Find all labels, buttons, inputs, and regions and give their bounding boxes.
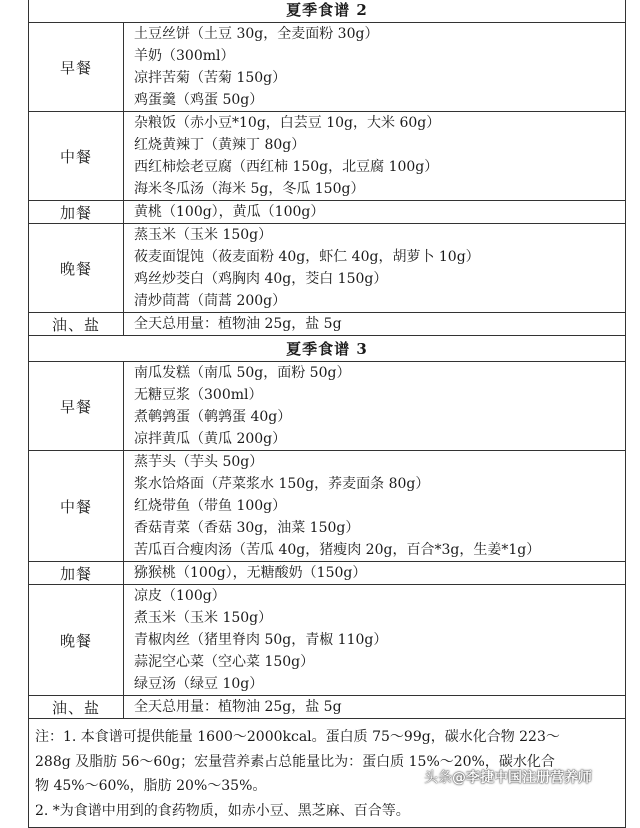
menu-item: 杂粮饭（赤小豆*10g，白芸豆 10g，大米 60g）: [134, 115, 441, 131]
meal-label: 加餐: [29, 201, 124, 224]
note-line: 2. *为食谱中用到的食药物质，如赤小豆、黑芝麻、百合等。: [35, 802, 410, 819]
menu-item: 浆水饸烙面（芹菜浆水 150g，荞麦面条 80g）: [134, 476, 430, 492]
menu-item: 蒸玉米（玉米 150g）: [134, 227, 273, 243]
meal-items: [124, 23, 626, 112]
meal-label: 中餐: [29, 112, 124, 201]
meal-items: [124, 585, 626, 696]
menu2-snack-row: [29, 201, 626, 224]
menu2-title: 夏季食谱 2: [29, 0, 626, 23]
menu-item: 红烧带鱼（带鱼 100g）: [134, 498, 287, 514]
meal-label: 油、盐: [29, 696, 124, 719]
meal-label: 中餐: [29, 451, 124, 562]
menu3-title: 夏季食谱 3: [29, 336, 626, 362]
menu3-breakfast-row: [29, 362, 626, 451]
note-line: 288g 及脂肪 56～60g；宏量营养素占总能量比为：蛋白质 15%～20%，碳水化合: [35, 753, 555, 770]
menu-item: 苦瓜百合瘦肉汤（苦瓜 40g，猪瘦肉 20g，百合*3g，生姜*1g）: [134, 542, 541, 558]
menu-item: 全天总用量：植物油 25g，盐 5g: [134, 316, 342, 332]
menu2-breakfast-row: [29, 23, 626, 112]
meal-label: 早餐: [29, 23, 124, 112]
meal-items: [124, 224, 626, 313]
menu-item: 凉拌黄瓜（黄瓜 200g）: [134, 431, 287, 447]
menu-item: 莜麦面馄饨（莜麦面粉 40g，虾仁 40g，胡萝卜 10g）: [134, 249, 480, 265]
menu-item: 绿豆汤（绿豆 10g）: [134, 676, 264, 692]
meal-label: 晚餐: [29, 224, 124, 313]
menu-item: 凉拌苦菊（苦菊 150g）: [134, 70, 287, 86]
menu2-title-row: [29, 0, 626, 23]
meal-items: [124, 313, 626, 336]
menu-item: 土豆丝饼（土豆 30g，全麦面粉 30g）: [134, 26, 379, 42]
menu3-snack-row: [29, 562, 626, 585]
menu3-oil-salt-row: [29, 696, 626, 719]
menu-item: 蒸芋头（芋头 50g）: [134, 454, 264, 470]
menu-item: 香菇青菜（香菇 30g，油菜 150g）: [134, 520, 360, 536]
menu-item: 煮玉米（玉米 150g）: [134, 610, 273, 626]
meal-items: [124, 362, 626, 451]
menu-item: 黄桃（100g），黄瓜（100g）: [134, 204, 325, 220]
menu-item: 煮鹌鹑蛋（鹌鹑蛋 40g）: [134, 409, 292, 425]
meal-label: 油、盐: [29, 313, 124, 336]
note-line: 注：1. 本食谱可提供能量 1600～2000kcal。蛋白质 75～99g，碳水化合物 223～: [35, 729, 560, 745]
meal-label: 加餐: [29, 562, 124, 585]
watermark-handle: @李捷中国注册营养师: [452, 770, 592, 786]
watermark: [424, 767, 592, 787]
menu-item: 蒜泥空心菜（空心菜 150g）: [134, 654, 315, 670]
menu-item: 鸡蛋羹（鸡蛋 50g）: [134, 92, 264, 108]
note-line: 物 45%～60%，脂肪 20%～35%。: [35, 778, 267, 794]
menu-item: 凉皮（100g）: [134, 588, 226, 604]
menu-item: 猕猴桃（100g），无糖酸奶（150g）: [134, 565, 367, 581]
menu-item: 羊奶（300ml）: [134, 48, 235, 64]
meal-items: [124, 562, 626, 585]
menu3-lunch-row: [29, 451, 626, 562]
menu-item: 海米冬瓜汤（海米 5g，冬瓜 150g）: [134, 181, 365, 197]
menu-item: 西红柿烩老豆腐（西红柿 150g，北豆腐 100g）: [134, 159, 439, 175]
menu-item: 鸡丝炒茭白（鸡胸肉 40g，茭白 150g）: [134, 271, 388, 287]
menu2-lunch-row: [29, 112, 626, 201]
menu-item: 全天总用量：植物油 25g，盐 5g: [134, 699, 342, 715]
meal-items: [124, 696, 626, 719]
watermark-prefix: 头条: [424, 770, 452, 786]
menu-item: 青椒肉丝（猪里脊肉 50g，青椒 110g）: [134, 632, 388, 648]
menu-item: 红烧黄辣丁（黄辣丁 80g）: [134, 137, 306, 153]
menu3-dinner-row: [29, 585, 626, 696]
menu-item: 南瓜发糕（南瓜 50g，面粉 50g）: [134, 365, 351, 381]
menu2-oil-salt-row: [29, 313, 626, 336]
meal-label: 早餐: [29, 362, 124, 451]
menu-item: 清炒茼蒿（茼蒿 200g）: [134, 293, 287, 309]
menu3-title-row: [29, 336, 626, 362]
menu-item: 无糖豆浆（300ml）: [134, 387, 263, 403]
menu2-dinner-row: [29, 224, 626, 313]
meal-items: [124, 451, 626, 562]
meal-items: [124, 201, 626, 224]
meal-label: 晚餐: [29, 585, 124, 696]
meal-items: [124, 112, 626, 201]
summer-menu-table: [28, 0, 626, 828]
